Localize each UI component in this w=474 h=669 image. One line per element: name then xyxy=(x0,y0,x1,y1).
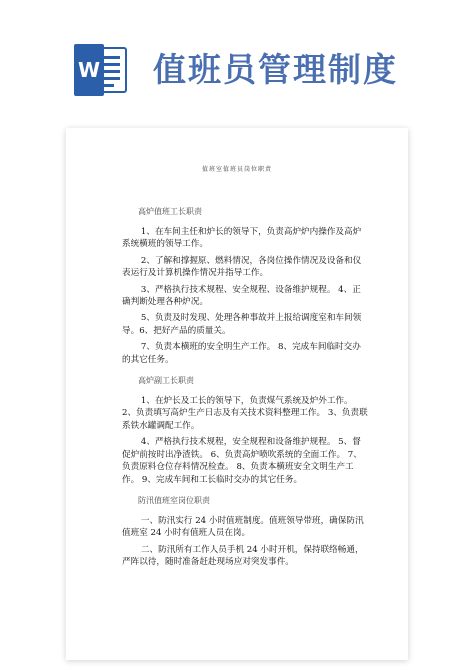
page-header xyxy=(0,0,474,120)
section-heading-deputy-foreman: 高炉副工长职责 xyxy=(138,376,194,386)
paragraph: 7、负责本横班的安全明生产工作。 8、完成车间临时交办的其它任务。 xyxy=(122,342,361,365)
paragraph: 2、了解和撑握原、燃料情况，各岗位操作情况及设备和仪表运行及计算机操作情况并指导工作。 xyxy=(122,255,362,279)
word-document-icon xyxy=(72,42,128,98)
document-page xyxy=(66,128,408,660)
paragraph: 4、严格执行技术规程，安全规程和设备维护规程。 5、督促炉前按时出净渣铁。 6、负责高炉喷吹系统的全面工作。 7、负责原料仓位存料情况检查。 8、负责本横班安全文明生产工作。 9、完成车间和工长临时交办的其它任务。 xyxy=(122,437,362,485)
paragraph: 二、防汛所有工作人员手机 24 小时开机，保持联络畅通，严阵以待，随时准备赶赴现场应对突发事件。 xyxy=(122,544,364,568)
paragraph: 一、防汛实行 24 小时值班制度。值班领导带班，确保防汛值班室 24 小时有值班人员在岗。 xyxy=(122,515,364,539)
section-heading-flood-control: 防汛值班室岗位职责 xyxy=(138,495,210,505)
paragraph: 1、在车间主任和炉长的领导下，负责高炉炉内操作及高炉系统横班的领导工作。 xyxy=(122,227,362,250)
paragraph: 3、严格执行技术规程、安全规程、设备维护规程。 4、正确判断处理各种炉况。 xyxy=(122,284,361,308)
svg-text:W: W xyxy=(77,58,101,82)
section-heading-blast-furnace-foreman: 高炉值班工长职责 xyxy=(138,207,202,216)
document-body xyxy=(122,206,368,578)
document-title: 值班室值班员岗位职责 xyxy=(201,166,272,173)
paragraph: 1、在炉长及工长的领导下，负责煤气系统及炉外工作。 2、负责填写高炉生产日志及有关技术资料整理工作。 3、负责联系铁水罐调配工作。 xyxy=(122,396,368,431)
page-title: 值班员管理制度 xyxy=(153,50,398,89)
paragraph: 5、负责及时发现、处理各种事故并上报给调度室和车间领导。6、把好产品的质量关。 xyxy=(122,313,362,336)
